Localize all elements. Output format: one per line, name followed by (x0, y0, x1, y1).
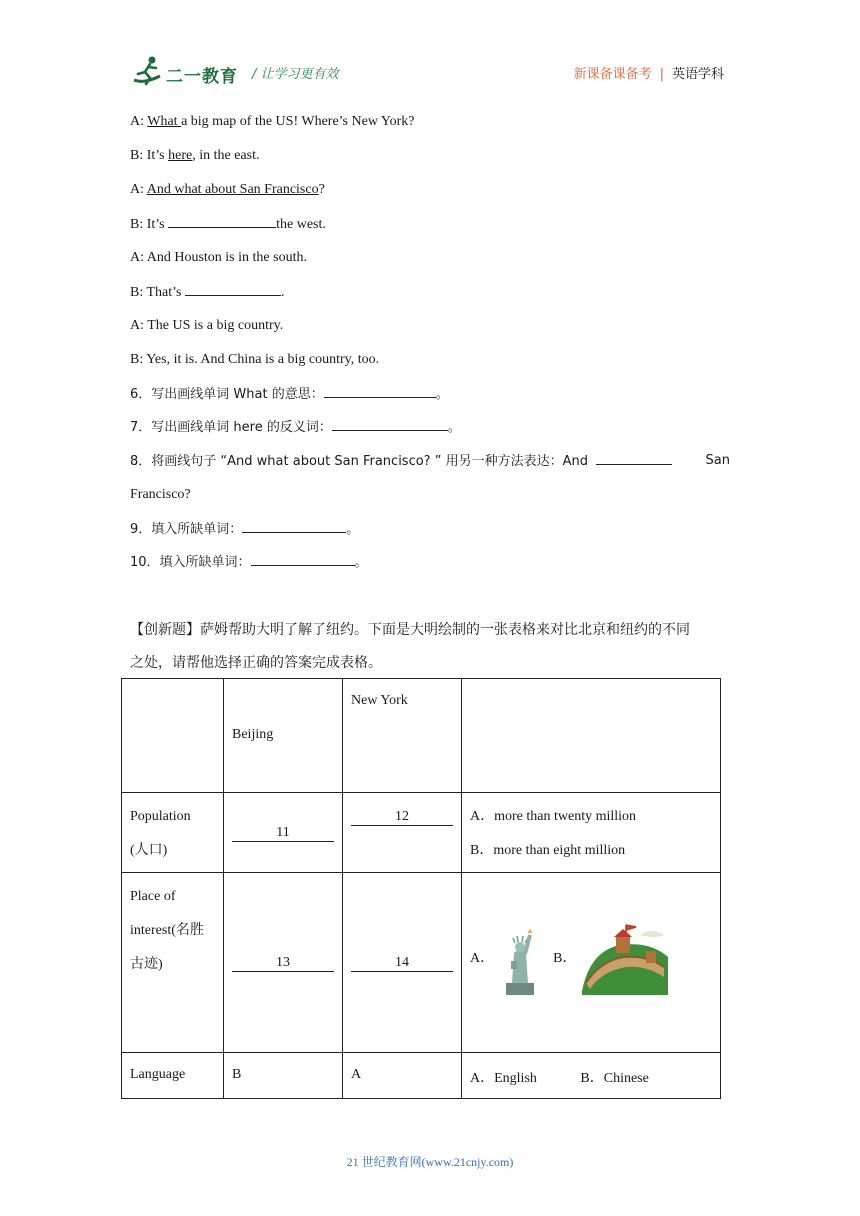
slogan: / 让学习更有效 (252, 67, 339, 82)
option-b: B． (553, 951, 577, 967)
answer-blank[interactable] (168, 214, 276, 228)
table-row (122, 679, 721, 793)
row-label: Place of (130, 889, 176, 904)
answer-blank-12[interactable]: 12 (351, 809, 453, 826)
comparison-table (121, 678, 721, 1099)
page-footer: 21 世纪教育网(www.21cnjy.com) (346, 1155, 514, 1169)
row-label: Language (130, 1067, 186, 1082)
table-cell (122, 793, 224, 873)
dialogue-line: A: What a big map of the US! Where’s New York? (130, 114, 415, 129)
table-cell (224, 873, 343, 1053)
table-row (122, 793, 721, 873)
answer-blank[interactable] (185, 282, 281, 296)
answer-beijing-language: B (232, 1067, 242, 1082)
table-cell (462, 1053, 721, 1099)
table-cell (343, 1053, 462, 1099)
table-cell (343, 793, 462, 873)
dialogue-line: B: Yes, it is. And China is a big country, too. (130, 352, 380, 367)
row-label: interest(名胜 (130, 923, 204, 938)
row-label: (人口) (130, 843, 168, 858)
answer-blank[interactable] (324, 384, 436, 398)
header-tagline: 新课备课备考 (573, 67, 652, 82)
table-cell (462, 873, 721, 1053)
question-6: 6．写出画线单词 What 的意思： 。 (130, 384, 449, 405)
innovation-line-1: 【创新题】萨姆帮助大明了解了纽约。下面是大明绘制的一张表格来对比北京和纽约的不同 (130, 622, 690, 638)
table-cell (343, 679, 462, 793)
answer-blank[interactable] (251, 552, 355, 566)
header-subject: 英语学科 (671, 67, 724, 82)
table-row (122, 873, 721, 1053)
underlined-here: here (168, 148, 193, 163)
answer-blank[interactable] (332, 417, 448, 431)
option-a: A． (470, 951, 495, 967)
table-cell (343, 873, 462, 1053)
dialogue-line: A: The US is a big country. (130, 318, 284, 333)
table-cell (224, 1053, 343, 1099)
header-newyork: New York (351, 693, 408, 708)
table-row (122, 1053, 721, 1099)
underlined-sentence: And what about San Francisco (146, 182, 319, 197)
dialogue-line: A: And what about San Francisco? (130, 182, 325, 197)
table-cell (224, 679, 343, 793)
header-right (574, 63, 724, 82)
logo (130, 54, 248, 88)
question-7: 7．写出画线单词 here 的反义词： 。 (130, 417, 461, 438)
answer-blank[interactable] (596, 451, 672, 465)
answer-blank-11[interactable]: 11 (232, 825, 334, 842)
table-cell (122, 1053, 224, 1099)
answer-blank[interactable] (242, 519, 346, 533)
option-b: B．Chinese (580, 1071, 649, 1086)
answer-newyork-language: A (351, 1067, 362, 1082)
underlined-what: What (147, 114, 182, 129)
question-8-continued: Francisco? (130, 487, 191, 502)
dialogue-line: B: It’s the west. (130, 214, 326, 235)
great-wall-icon (580, 921, 670, 997)
runner-logo-icon (130, 54, 166, 88)
statue-of-liberty-icon (498, 921, 542, 997)
innovation-line-2: 之处，请帮他选择正确的答案完成表格。 (130, 655, 382, 671)
question-9: 9．填入所缺单词： 。 (130, 519, 359, 540)
question-10: 10．填入所缺单词： 。 (130, 552, 368, 573)
row-label: 古迹) (130, 957, 163, 972)
logo-text: 二一教育 (166, 67, 238, 87)
header-beijing: Beijing (232, 727, 274, 742)
table-cell (122, 873, 224, 1053)
header-separator: | (659, 67, 664, 82)
table-cell (224, 793, 343, 873)
dialogue-line: B: That’s . (130, 282, 284, 303)
dialogue-line: A: And Houston is in the south. (130, 250, 307, 265)
answer-blank-14[interactable]: 14 (351, 955, 453, 972)
page-header (130, 54, 730, 90)
table-cell (462, 793, 721, 873)
row-label: Population (130, 809, 191, 824)
dialogue-line: B: It’s here, in the east. (130, 148, 260, 163)
table-cell (462, 679, 721, 793)
answer-blank-13[interactable]: 13 (232, 955, 334, 972)
question-8: 8．将画线句子 “And what about San Francisco? ” 用另一种方法表达：And San (130, 453, 730, 469)
option-a: A．more than twenty million (470, 809, 637, 824)
option-a: A．English (470, 1071, 537, 1086)
option-b: B．more than eight million (470, 843, 626, 858)
table-cell (122, 679, 224, 793)
